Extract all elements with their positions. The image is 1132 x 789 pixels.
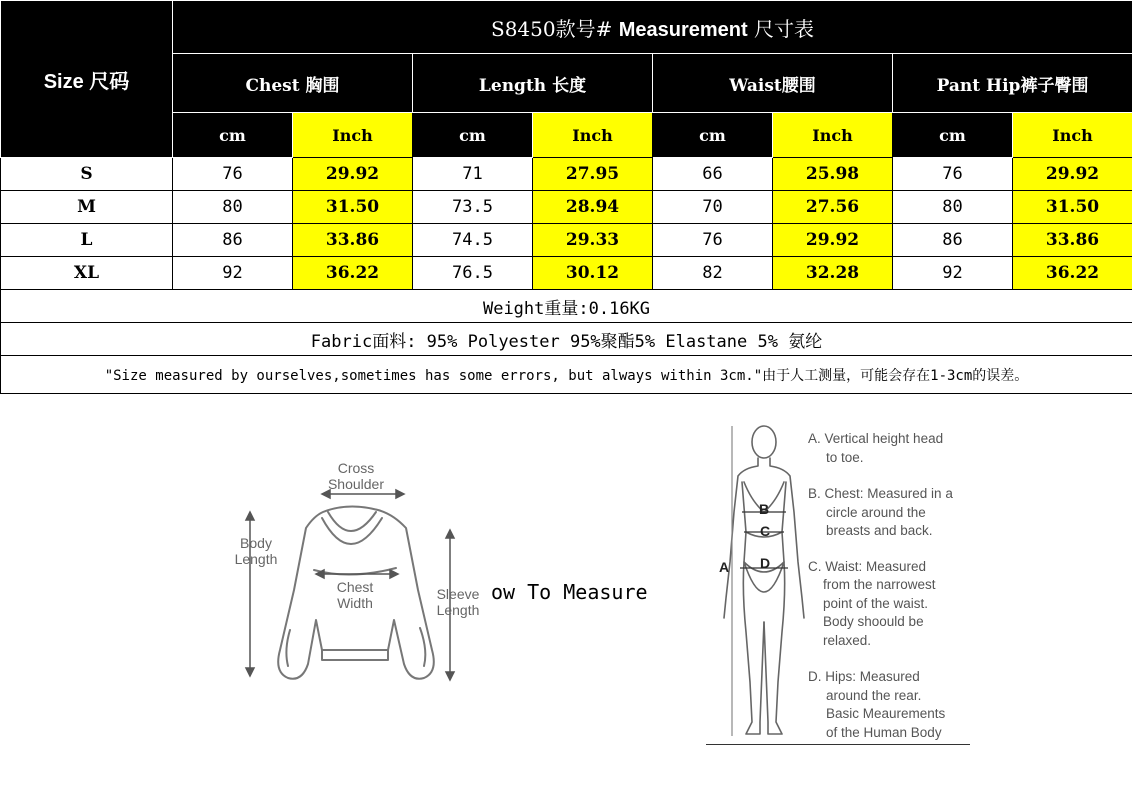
cell-cm: 73.5 (413, 191, 533, 224)
row-size: XL (1, 257, 173, 290)
cell-inch: 28.94 (533, 191, 653, 224)
cell-cm: 70 (653, 191, 773, 224)
fabric-info: Fabric面料: 95% Polyester 95%聚酯5% Elastane 5% 氨纶 (1, 323, 1132, 356)
unit-inch: Inch (293, 113, 413, 158)
chest-width-label: Chest Width (336, 579, 374, 611)
table-row (1, 158, 1132, 191)
cell-inch: 29.33 (533, 224, 653, 257)
row-size: M (1, 191, 173, 224)
group-length: Length 长度 (413, 54, 653, 113)
cell-inch: 31.50 (1013, 191, 1132, 224)
letter-c: C (760, 523, 771, 539)
letter-a: A (719, 559, 730, 575)
cell-inch: 32.28 (773, 257, 893, 290)
weight-info: Weight重量:0.16KG (1, 290, 1132, 323)
cell-cm: 76 (653, 224, 773, 257)
cell-cm: 74.5 (413, 224, 533, 257)
unit-cm: cm (893, 113, 1013, 158)
row-size: L (1, 224, 173, 257)
sleeve-length-label: Sleeve Length (436, 586, 480, 618)
cell-inch: 29.92 (1013, 158, 1132, 191)
cell-inch: 31.50 (293, 191, 413, 224)
cell-inch: 36.22 (1013, 257, 1132, 290)
how-to-measure-text: ow To Measure (491, 580, 648, 604)
letter-d: D (760, 555, 771, 571)
step-c: C. Waist: Measured from the narrowest point of the waist. Body shoould be relaxed. (808, 558, 936, 648)
table-row (1, 191, 1132, 224)
cell-cm: 76 (173, 158, 293, 191)
cell-cm: 80 (173, 191, 293, 224)
cell-cm: 92 (893, 257, 1013, 290)
cell-inch: 27.56 (773, 191, 893, 224)
cell-inch: 27.95 (533, 158, 653, 191)
unit-cm: cm (173, 113, 293, 158)
unit-inch: Inch (533, 113, 653, 158)
cell-cm: 71 (413, 158, 533, 191)
row-size: S (1, 158, 173, 191)
cell-cm: 76.5 (413, 257, 533, 290)
title-cn: 尺寸表 (754, 16, 815, 41)
human-body-icon (716, 422, 812, 742)
cell-cm: 76 (893, 158, 1013, 191)
cell-inch: 33.86 (1013, 224, 1132, 257)
step-b: B. Chest: Measured in a circle around the breasts and back. (808, 486, 953, 538)
step-a: A. Vertical height head to toe. (808, 431, 944, 465)
size-chart-table (0, 0, 1132, 394)
cell-inch: 25.98 (773, 158, 893, 191)
cell-cm: 86 (893, 224, 1013, 257)
size-header: Size 尺码 (1, 1, 173, 158)
group-chest: Chest 胸围 (173, 54, 413, 113)
title-en: Measurement (618, 18, 748, 41)
cross-shoulder-label: Cross Shoulder (327, 460, 385, 492)
group-pant-hip: Pant Hip裤子臀围 (893, 54, 1132, 113)
cell-cm: 66 (653, 158, 773, 191)
title-code: S8450款号# (491, 16, 613, 41)
table-row (1, 257, 1132, 290)
cell-inch: 29.92 (773, 224, 893, 257)
cell-cm: 80 (893, 191, 1013, 224)
unit-cm: cm (413, 113, 533, 158)
measurement-steps (808, 430, 988, 760)
unit-inch: Inch (1013, 113, 1132, 158)
cell-inch: 36.22 (293, 257, 413, 290)
unit-cm: cm (653, 113, 773, 158)
cell-cm: 92 (173, 257, 293, 290)
letter-b: B (759, 501, 770, 517)
cell-inch: 30.12 (533, 257, 653, 290)
cell-cm: 86 (173, 224, 293, 257)
body-length-label: Body Length (234, 535, 278, 567)
cell-cm: 82 (653, 257, 773, 290)
guide-underline (706, 744, 970, 745)
measurement-note: "Size measured by ourselves,sometimes has some errors, but always within 3cm."由于人工测量，可能会存在1-3cm的误差。 (1, 356, 1132, 394)
cell-inch: 33.86 (293, 224, 413, 257)
table-row (1, 224, 1132, 257)
step-d: D. Hips: Measured around the rear. Basic Meaurements of the Human Body (808, 669, 946, 740)
cell-inch: 29.92 (293, 158, 413, 191)
unit-inch: Inch (773, 113, 893, 158)
group-waist: Waist腰围 (653, 54, 893, 113)
table-title (173, 1, 1132, 54)
